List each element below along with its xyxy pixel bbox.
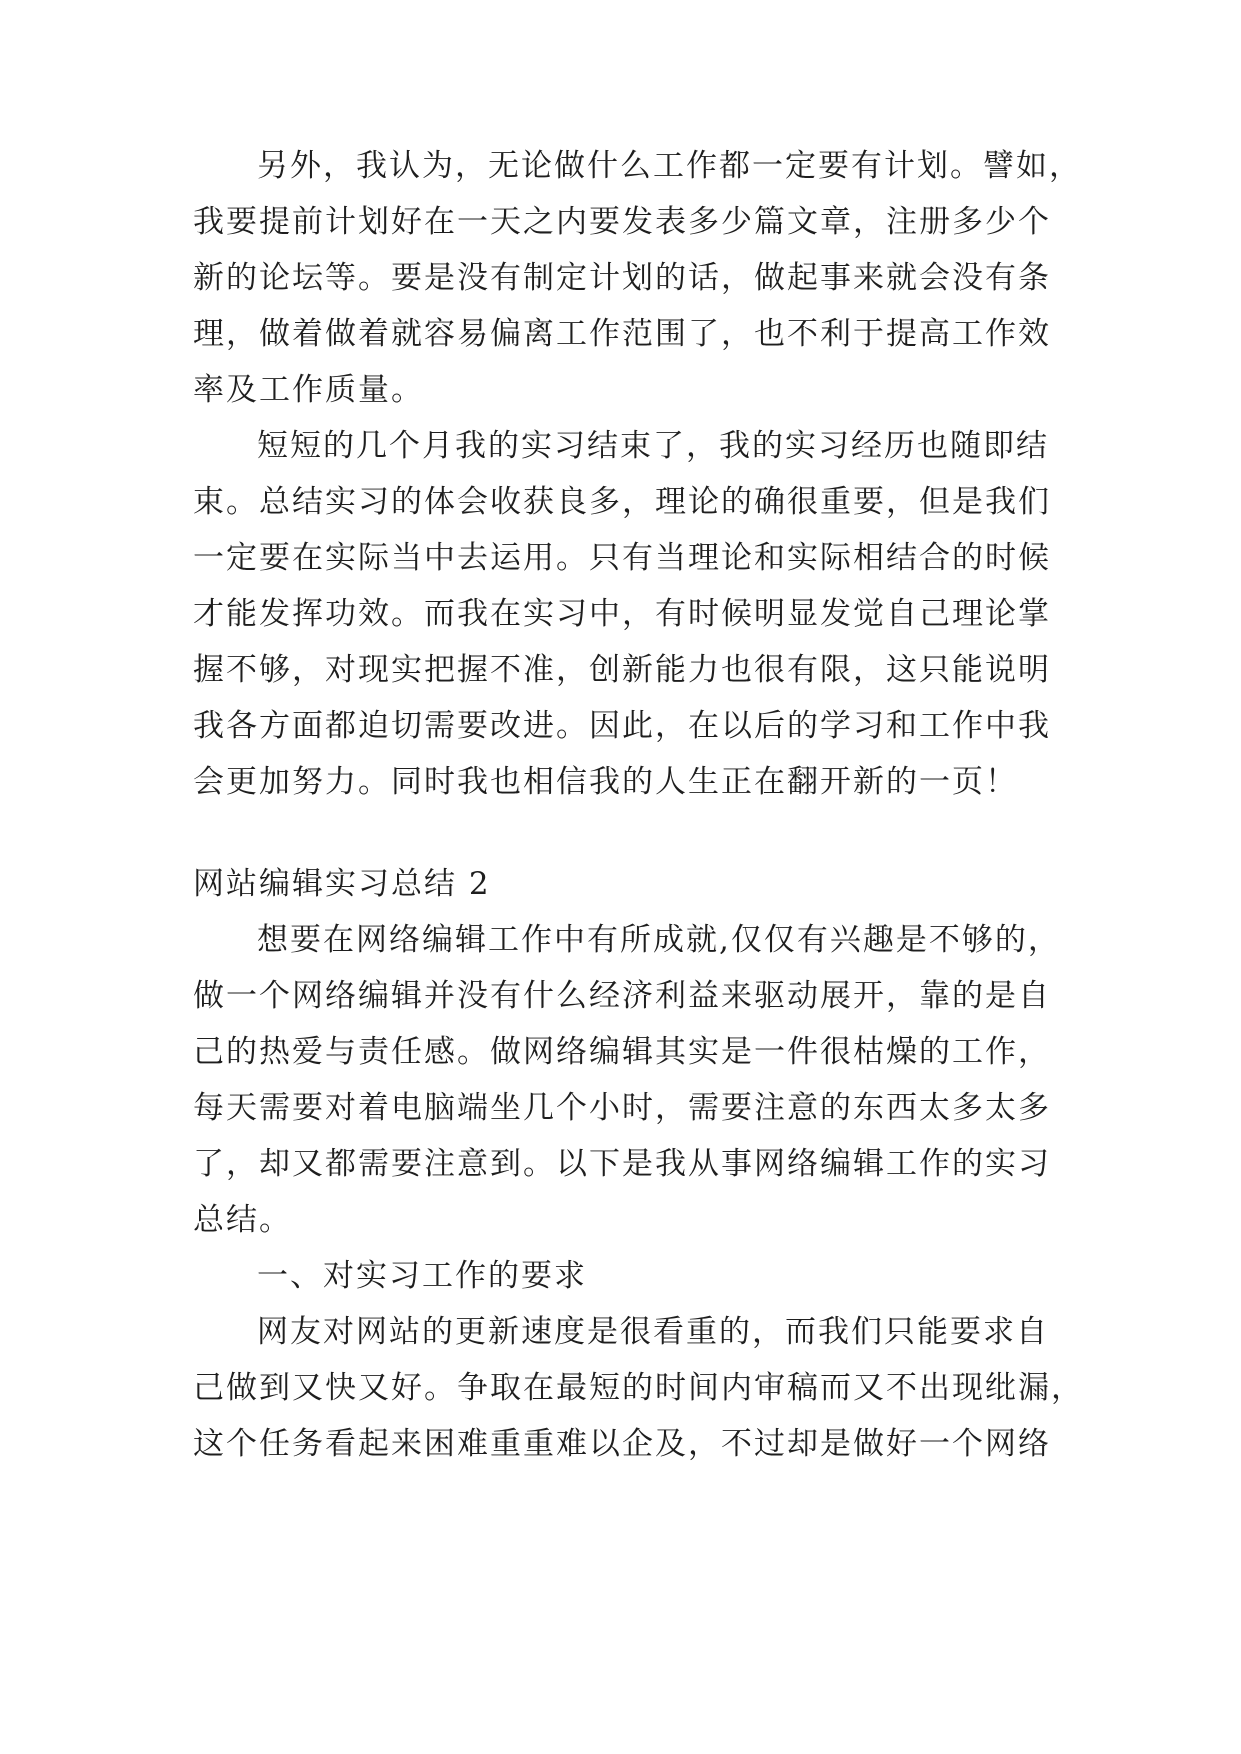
para3-line-5: 了，却又都需要注意到。以下是我从事网络编辑工作的实习 xyxy=(193,1146,1051,1182)
para4-line-2: 己做到又快又好。争取在最短的时间内审稿而又不出现纰漏， xyxy=(193,1370,1084,1406)
para2-line-4: 才能发挥功效。而我在实习中，有时候明显发觉自己理论掌 xyxy=(193,596,1051,632)
para3-line-2: 做一个网络编辑并没有什么经济利益来驱动展开，靠的是自 xyxy=(193,978,1051,1014)
section-title: 网站编辑实习总结 2 xyxy=(193,866,491,902)
para1-line-4: 理，做着做着就容易偏离工作范围了，也不利于提高工作效 xyxy=(193,316,1051,352)
para2-line-1: 短短的几个月我的实习结束了，我的实习经历也随即结 xyxy=(257,428,1049,464)
para3-line-1: 想要在网络编辑工作中有所成就,仅仅有兴趣是不够的， xyxy=(257,922,1061,958)
para4-line-1: 网友对网站的更新速度是很看重的，而我们只能要求自 xyxy=(257,1314,1049,1350)
para3-line-6: 总结。 xyxy=(193,1202,292,1238)
subheading: 一、对实习工作的要求 xyxy=(257,1258,587,1294)
para2-line-2: 束。总结实习的体会收获良多，理论的确很重要，但是我们 xyxy=(193,484,1051,520)
para2-line-3: 一定要在实际当中去运用。只有当理论和实际相结合的时候 xyxy=(193,540,1051,576)
para1-line-3: 新的论坛等。要是没有制定计划的话，做起事来就会没有条 xyxy=(193,260,1051,296)
para1-line-1: 另外，我认为，无论做什么工作都一定要有计划。譬如， xyxy=(257,148,1082,184)
para2-line-6: 我各方面都迫切需要改进。因此，在以后的学习和工作中我 xyxy=(193,708,1051,744)
para1-line-2: 我要提前计划好在一天之内要发表多少篇文章，注册多少个 xyxy=(193,204,1051,240)
para2-line-7: 会更加努力。同时我也相信我的人生正在翻开新的一页！ xyxy=(193,764,1018,800)
para1-line-5: 率及工作质量。 xyxy=(193,372,424,408)
para4-line-3: 这个任务看起来困难重重难以企及，不过却是做好一个网络 xyxy=(193,1426,1051,1462)
para2-line-5: 握不够，对现实把握不准，创新能力也很有限，这只能说明 xyxy=(193,652,1051,688)
para3-line-4: 每天需要对着电脑端坐几个小时，需要注意的东西太多太多 xyxy=(193,1090,1051,1126)
para3-line-3: 己的热爱与责任感。做网络编辑其实是一件很枯燥的工作， xyxy=(193,1034,1051,1070)
